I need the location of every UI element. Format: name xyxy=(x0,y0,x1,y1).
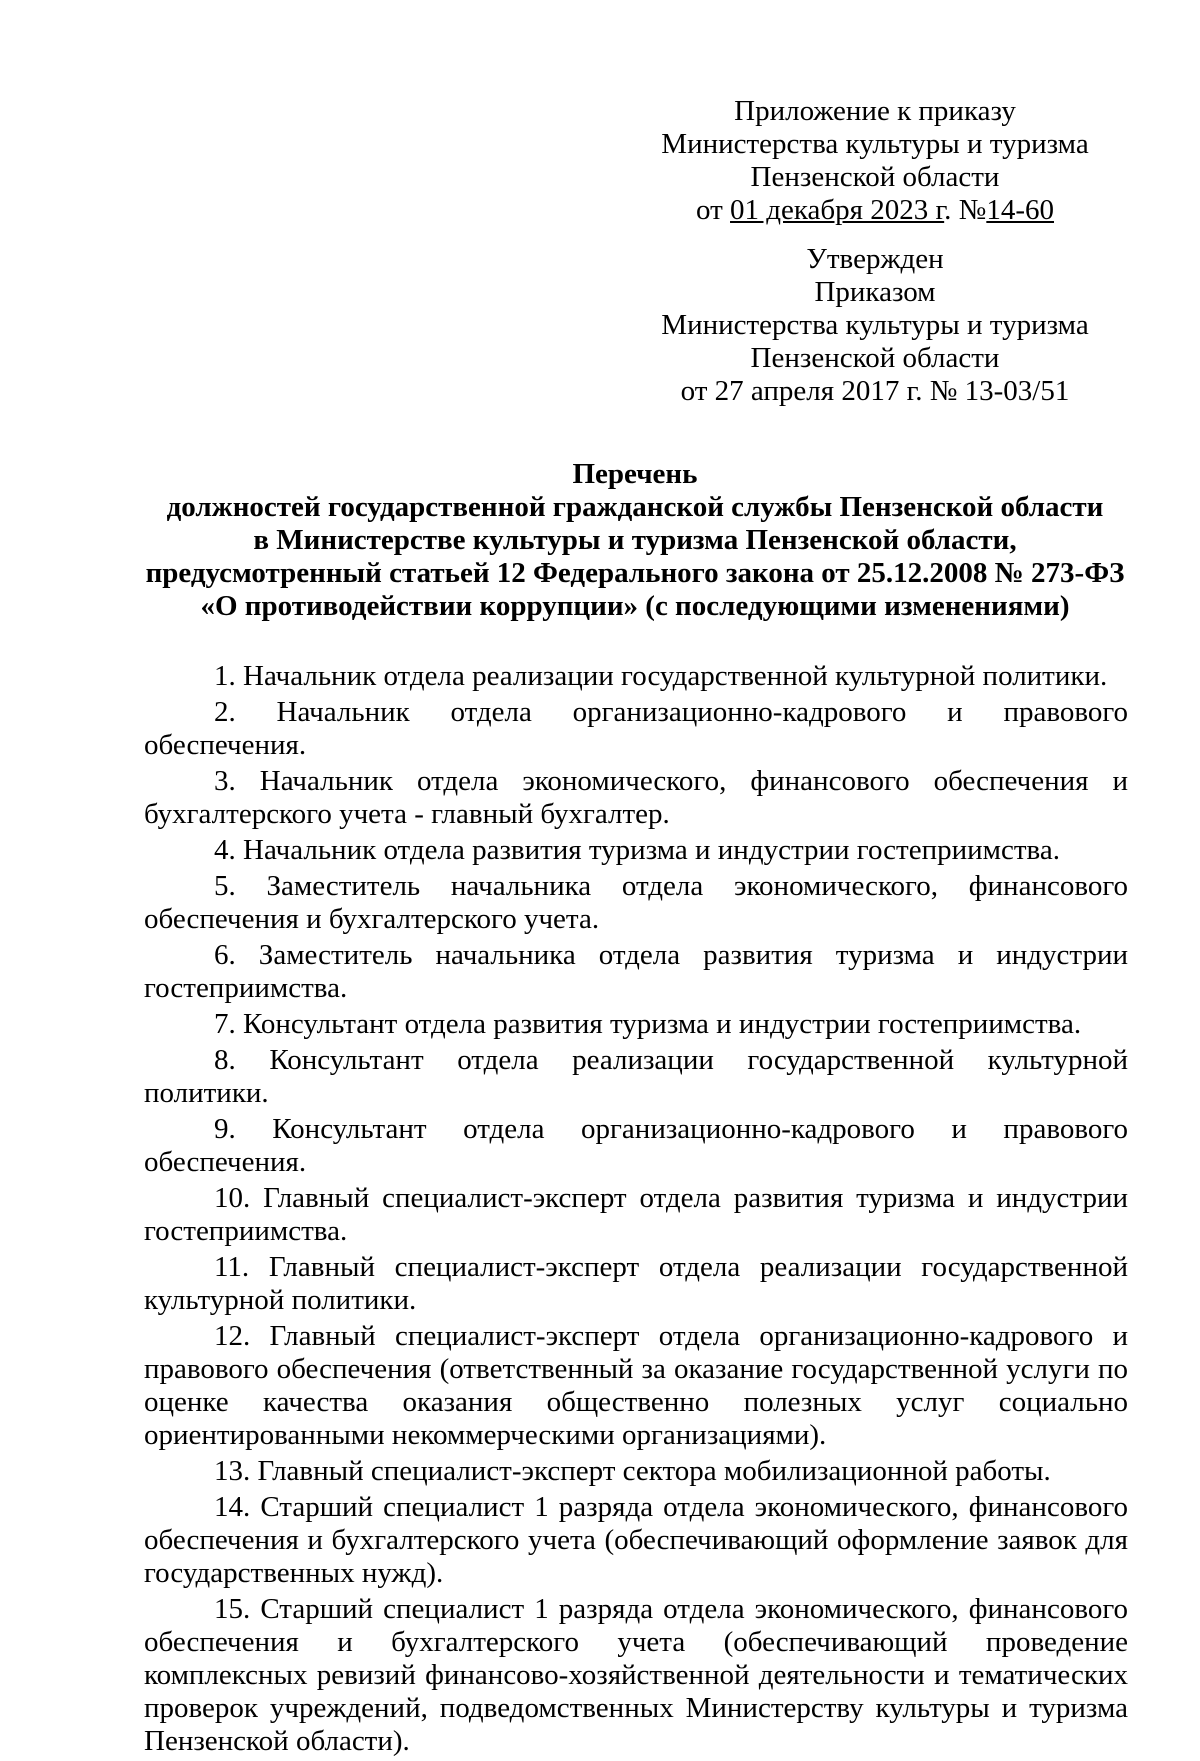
list-item: 10. Главный специалист-эксперт отдела развития туризма и индустрии гостеприимства. xyxy=(144,1182,1128,1247)
positions-list xyxy=(144,660,1128,1761)
title-line: предусмотренный статьей 12 Федерального закона от 25.12.2008 № 273-ФЗ xyxy=(145,557,1125,589)
list-item: 8. Консультант отдела реализации государственной культурной политики. xyxy=(144,1044,1128,1109)
document-title xyxy=(140,458,1130,623)
list-item: 9. Консультант отдела организационно-кадрового и правового обеспечения. xyxy=(144,1113,1128,1178)
list-item: 13. Главный специалист-эксперт сектора мобилизационной работы. xyxy=(214,1455,1051,1487)
list-item: 1. Начальник отдела реализации государственной культурной политики. xyxy=(214,660,1108,692)
title-line: «О противодействии коррупции» (с последующими изменениями) xyxy=(200,590,1070,622)
list-item: 5. Заместитель начальника отдела экономического, финансового обеспечения и бухгалтерского учета. xyxy=(144,870,1128,935)
appendix-order-mid: . № xyxy=(944,194,987,226)
approved-line: от 27 апреля 2017 г. № 13-03/51 xyxy=(680,375,1070,407)
title-line: в Министерстве культуры и туризма Пензенской области, xyxy=(253,524,1017,556)
appendix-order-number: 14-60 xyxy=(986,194,1054,226)
appendix-order-date: 01 декабря 2023 г xyxy=(730,194,945,226)
list-item: 7. Консультант отдела развития туризма и индустрии гостеприимства. xyxy=(214,1008,1082,1040)
appendix-line: Пензенской области xyxy=(750,161,1000,193)
appendix-order-prefix: от xyxy=(695,194,731,226)
list-item: 6. Заместитель начальника отдела развития туризма и индустрии гостеприимства. xyxy=(144,939,1128,1004)
title-line: Перечень xyxy=(572,458,698,490)
list-item: 14. Старший специалист 1 разряда отдела экономического, финансового обеспечения и бухгалтерского учета (обеспечивающий оформление заявок для государственных нужд). xyxy=(144,1491,1128,1589)
list-item: 2. Начальник отдела организационно-кадрового и правового обеспечения. xyxy=(144,696,1128,761)
approved-line: Утвержден xyxy=(806,243,944,275)
appendix-order-line xyxy=(660,194,1090,227)
list-item: 4. Начальник отдела развития туризма и индустрии гостеприимства. xyxy=(214,834,1060,866)
list-item: 3. Начальник отдела экономического, финансового обеспечения и бухгалтерского учета - главный бухгалтер. xyxy=(144,765,1128,830)
appendix-line: Министерства культуры и туризма xyxy=(661,128,1089,160)
appendix-block xyxy=(660,95,1090,227)
approved-line: Приказом xyxy=(814,276,936,308)
appendix-line: Приложение к приказу xyxy=(734,95,1016,127)
list-item: 15. Старший специалист 1 разряда отдела экономического, финансового обеспечения и бухгалтерского учета (обеспечивающий проведение комплексных ревизий финансово-хозяйственной деятельности и тематических проверок учреждений, подведомственных Министерству культуры и туризма Пензенской области). xyxy=(144,1593,1128,1757)
approved-line: Пензенской области xyxy=(750,342,1000,374)
approved-line: Министерства культуры и туризма xyxy=(661,309,1089,341)
list-item: 11. Главный специалист-эксперт отдела реализации государственной культурной политики. xyxy=(144,1251,1128,1316)
approved-block xyxy=(660,243,1090,408)
title-line: должностей государственной гражданской службы Пензенской области xyxy=(166,491,1104,523)
list-item: 12. Главный специалист-эксперт отдела организационно-кадрового и правового обеспечения (ответственный за оказание государственной услуги по оценке качества оказания общественно полезных услуг социально ориентированными некоммерческими организациями). xyxy=(144,1320,1128,1451)
